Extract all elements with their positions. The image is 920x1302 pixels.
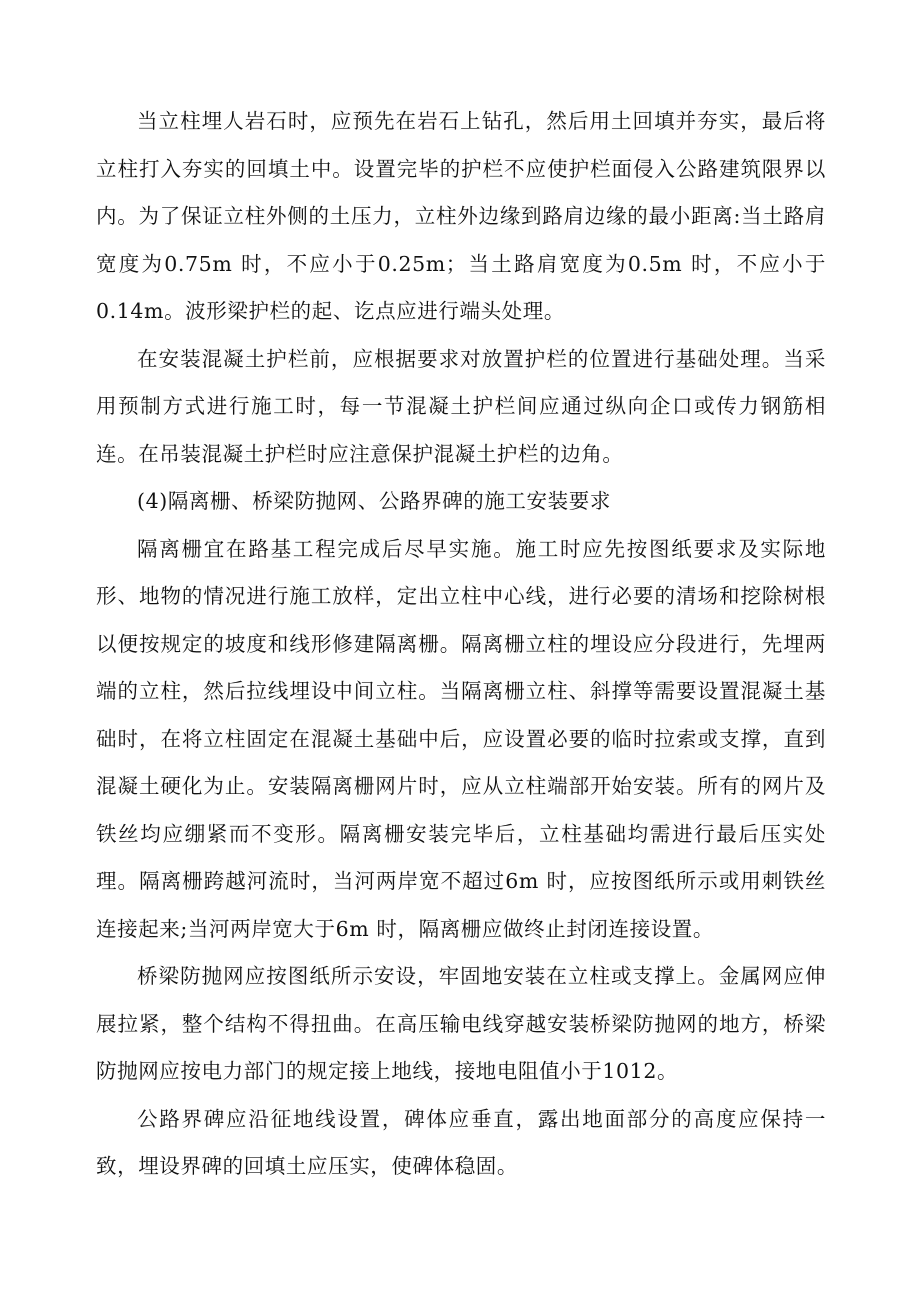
paragraph-bridge-anti-throw-net: 桥梁防抛网应按图纸所示安设，牢固地安装在立柱或支撑上。金属网应伸展拉紧，整个结构不得扭曲。在高压输电线穿越安装桥梁防抛网的地方，桥梁防抛网应按电力部门的规定接上地线，接地电阻值小于1012。 [96,964,826,1083]
paragraph-boundary-marker: 公路界碑应沿征地线设置，碑体应垂直，露出地面部分的高度应保持一致，埋设界碑的回填土应压实，使碑体稳固。 [96,1106,826,1178]
document-body [96,98,826,1191]
paragraph-isolation-fence: 隔离栅宜在路基工程完成后尽早实施。施工时应先按图纸要求及实际地形、地物的情况进行施工放样，定出立柱中心线，进行必要的清场和挖除树根以便按规定的坡度和线形修建隔离栅。隔离栅立柱的埋设应分段进行，先埋两端的立柱，然后拉线埋设中间立柱。当隔离栅立柱、斜撑等需要设置混凝土基础时，在将立柱固定在混凝土基础中后，应设置必要的临时拉索或支撑，直到混凝土硬化为止。安装隔离栅网片时，应从立柱端部开始安装。所有的网片及铁丝均应绷紧而不变形。隔离栅安装完毕后，立柱基础均需进行最后压实处理。隔离栅跨越河流时，当河两岸宽不超过6m 时，应按图纸所示或用刺铁丝连接起来;当河两岸宽大于6m 时，隔离栅应做终止封闭连接设置。 [96,536,826,941]
section-heading: (4)隔离栅、桥梁防抛网、公路界碑的施工安装要求 [137,489,611,513]
paragraph-guardrail-post: 当立柱埋人岩石时，应预先在岩石上钻孔，然后用土回填并夯实，最后将立柱打入夯实的回填土中。设置完毕的护栏不应使护栏面侵入公路建筑限界以内。为了保证立柱外侧的土压力，立柱外边缘到路肩边缘的最小距离:当土路肩宽度为0.75m 时，不应小于0.25m；当土路肩宽度为0.5m 时，不应小于0.14m。波形梁护栏的起、讫点应进行端头处理。 [96,109,826,323]
paragraph-concrete-guardrail: 在安装混凝土护栏前，应根据要求对放置护栏的位置进行基础处理。当采用预制方式进行施工时，每一节混凝土护栏间应通过纵向企口或传力钢筋相连。在吊装混凝土护栏时应注意保护混凝土护栏的边角。 [96,346,826,466]
